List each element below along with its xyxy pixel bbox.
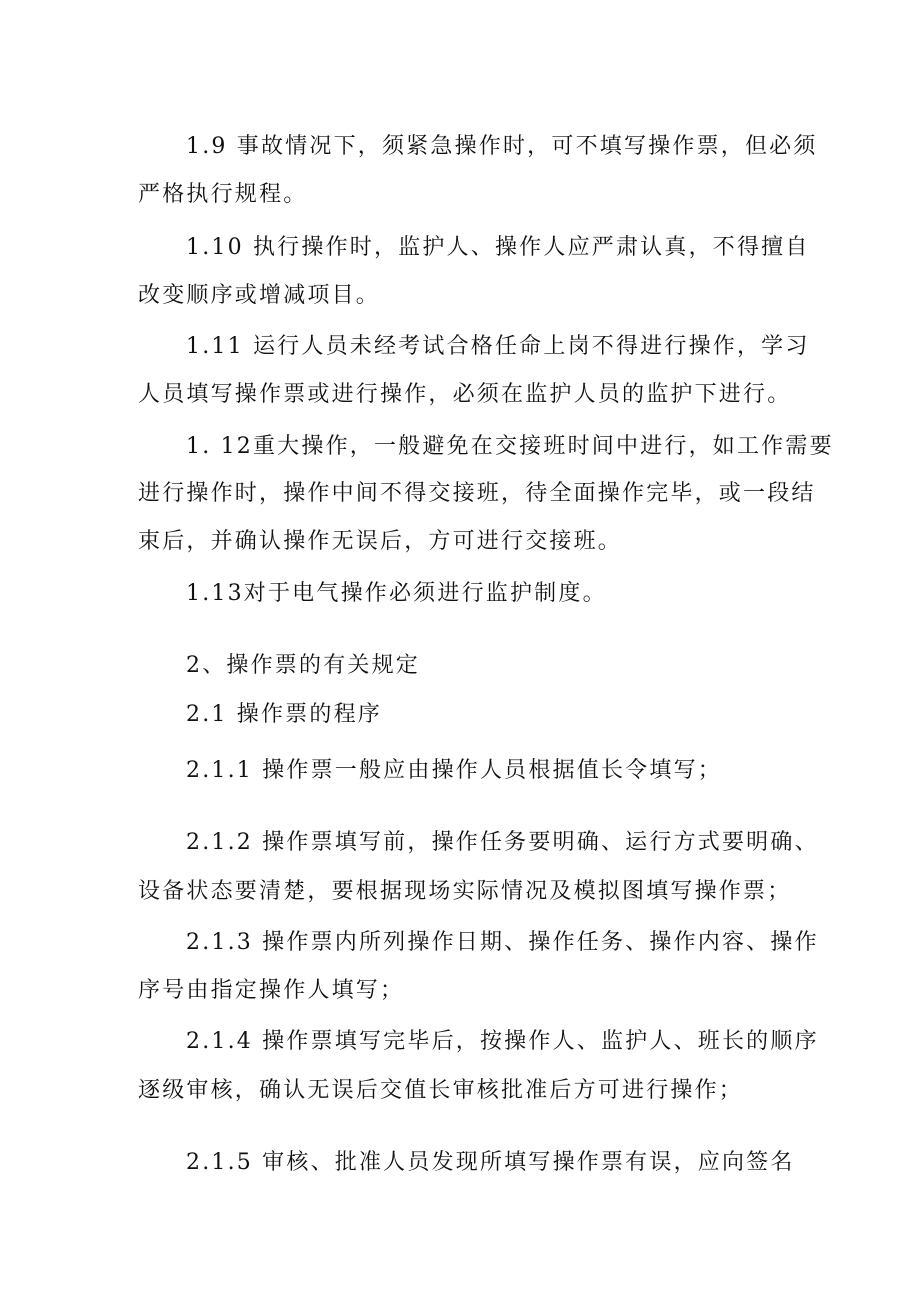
- paragraph-1-9-line-2: 严格执行规程。: [138, 182, 308, 207]
- paragraph-2-1-3-line-1: 2.1.3 操作票内所列操作日期、操作任务、操作内容、操作: [186, 930, 819, 955]
- paragraph-2-1-1: 2.1.1 操作票一般应由操作人员根据值长令填写；: [186, 758, 722, 783]
- paragraph-2-1-5-line-1: 2.1.5 审核、批准人员发现所填写操作票有误，应向签名: [186, 1150, 795, 1175]
- paragraph-1-10-line-1: 1.10 执行操作时，监护人、操作人应严肃认真，不得擅自: [186, 235, 810, 260]
- section-2-1-heading: 2.1 操作票的程序: [186, 702, 382, 727]
- paragraph-1-11-line-1: 1.11 运行人员未经考试合格任命上岗不得进行操作，学习: [186, 334, 810, 359]
- paragraph-1-12-line-1: 1. 12重大操作，一般避免在交接班时间中进行，如工作需要: [186, 434, 834, 459]
- section-2-heading: 2、操作票的有关规定: [186, 653, 420, 678]
- paragraph-2-1-4-line-2: 逐级审核，确认无误后交值长审核批准后方可进行操作；: [138, 1078, 744, 1103]
- paragraph-1-12-line-2: 进行操作时，操作中间不得交接班，待全面操作完毕，或一段结: [138, 481, 816, 506]
- paragraph-2-1-4-line-1: 2.1.4 操作票填写完毕后，按操作人、监护人、班长的顺序: [186, 1029, 819, 1054]
- paragraph-2-1-3-line-2: 序号由指定操作人填写；: [138, 978, 405, 1003]
- paragraph-1-10-line-2: 改变顺序或增减项目。: [138, 283, 381, 308]
- paragraph-1-12-line-3: 束后，并确认操作无误后，方可进行交接班。: [138, 529, 623, 554]
- paragraph-1-11-line-2: 人员填写操作票或进行操作，必须在监护人员的监护下进行。: [138, 382, 792, 407]
- paragraph-1-13: 1.13对于电气操作必须进行监护制度。: [186, 581, 607, 606]
- paragraph-1-9-line-1: 1.9 事故情况下，须紧急操作时，可不填写操作票，但必须: [186, 134, 818, 159]
- paragraph-2-1-2-line-2: 设备状态要清楚，要根据现场实际情况及模拟图填写操作票；: [138, 879, 792, 904]
- paragraph-2-1-2-line-1: 2.1.2 操作票填写前，操作任务要明确、运行方式要明确、: [186, 830, 819, 855]
